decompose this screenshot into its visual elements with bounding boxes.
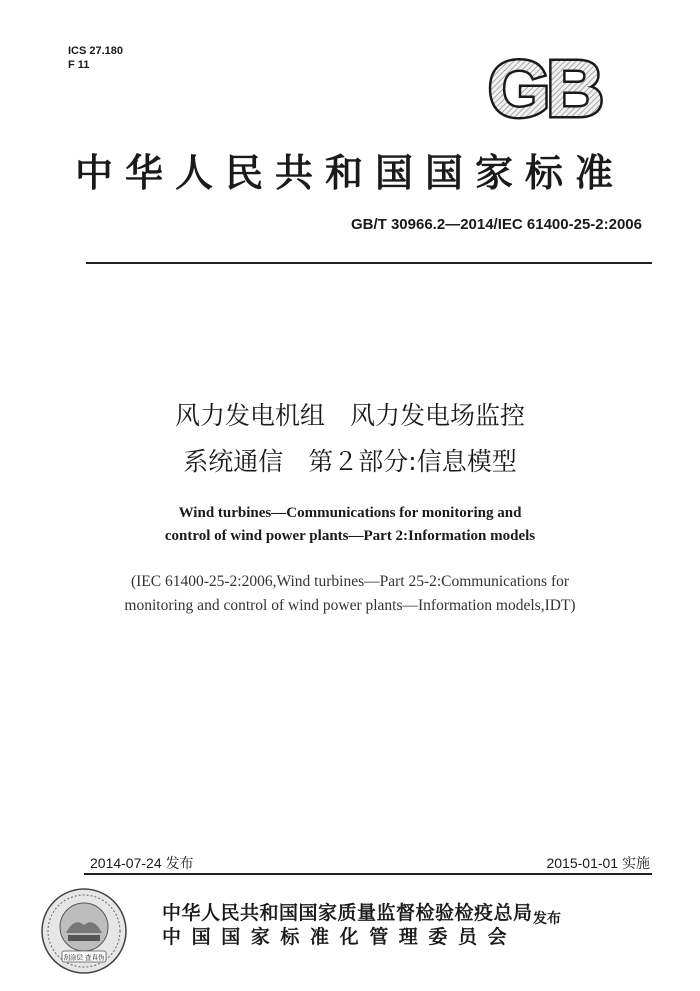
gb-logo-mark: GB	[488, 48, 600, 126]
english-title-line-2: control of wind power plants—Part 2:Information models	[164, 528, 536, 544]
classification-codes	[68, 44, 123, 72]
ccs-code: F 11	[68, 59, 90, 71]
equivalence-line-1: (IEC 61400-25-2:2006,Wind turbines—Part 25-2:Communications for	[130, 573, 570, 590]
anti-counterfeit-seal-icon	[40, 887, 128, 975]
chinese-title-line-1: 风力发电机组 风力发电场监控	[174, 401, 525, 430]
chinese-title-line-2: 系统通信 第２部分:信息模型	[183, 447, 517, 476]
implementation-date: 2015-01-01 实施	[546, 855, 650, 871]
standard-number: GB/T 30966.2—2014/IEC 61400-25-2:2006	[350, 216, 642, 233]
english-title-line-1: Wind turbines—Communications for monitoring and	[178, 505, 522, 521]
issuer-line-1: 中华人民共和国国家质量监督检验检疫总局	[162, 902, 533, 924]
publish-label: 发布	[533, 911, 561, 927]
seal-caption: 刮涂层 查真伪	[63, 953, 105, 962]
national-standard-title: 中华人民共和国国家标准	[74, 151, 625, 195]
issuer-line-2: 中国国家标准化管理委员会	[162, 926, 518, 948]
equivalence-line-2: monitoring and control of wind power plants—Information models,IDT)	[124, 597, 576, 614]
gb-logo	[470, 48, 618, 126]
ics-code: ICS 27.180	[68, 45, 124, 57]
bottom-rule	[84, 873, 652, 875]
issue-date: 2014-07-24 发布	[90, 855, 194, 871]
top-rule	[86, 262, 652, 264]
